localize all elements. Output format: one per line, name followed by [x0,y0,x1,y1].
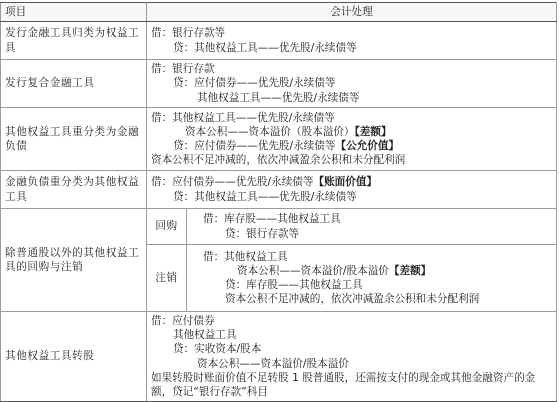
processing-cell [187,245,557,312]
item-cell: 其他权益工具转股 [1,312,147,402]
entry-note: 【公允价值】 [335,140,400,152]
item-cell: 其他权益工具重分类为金融负债 [1,108,147,171]
entry-line: 贷：应付债券——优先股/永续债等 [173,77,336,90]
entry-line: 贷：其他权益工具——优先股/永续债等 [173,190,357,203]
entry-line [191,264,552,278]
table-row [1,312,557,402]
header-processing: 会计处理 [147,3,557,22]
entry-line: 资本公积不足冲减的，依次冲减盈余公积和未分配利润 [225,293,480,306]
entry-line [151,125,552,139]
entry-line: 借：其他权益工具 [203,250,288,263]
entry-line: 借：其他权益工具——优先股/永续债等 [151,111,335,124]
table-row [1,171,557,209]
processing-cell [147,312,557,402]
processing-cell [147,60,557,108]
entry-line: 贷：其他权益工具——优先股/永续债等 [173,41,357,54]
table-row [1,22,557,60]
entry-line: 借：应付债券 [151,314,215,327]
entry-text: 资本公积——资本溢价（股本溢价） [185,125,355,138]
entry-note: 【账面价值】 [313,176,378,189]
table-row [1,209,557,245]
entry-line: 其他权益工具 [173,329,237,342]
entry-line: 其他权益工具——优先股/永续债等 [197,91,360,104]
processing-cell [147,171,557,209]
sub-item-cancel: 注销 [147,245,187,312]
entry-text: 借：应付债券——优先股/永续债等 [151,176,314,189]
accounting-table [0,2,557,402]
table-row [1,108,557,171]
item-cell: 金融负债重分类为其他权益工具 [1,171,147,209]
table-row [1,60,557,108]
table-header-row [1,3,557,22]
entry-line: 资本公积不足冲减的，依次冲减盈余公积和未分配利润 [151,154,406,167]
entry-line: 贷：实收资本/股本 [173,343,262,356]
item-cell: 除普通股以外的其他权益工具的回购与注销 [1,209,147,312]
entry-text: 资本公积——资本溢价/股本溢价 [237,264,389,277]
processing-cell [147,22,557,60]
item-cell: 发行复合金融工具 [1,60,147,108]
header-item: 项目 [1,3,147,22]
entry-line: 借：库存股——其他权益工具 [203,213,341,226]
entry-line: 贷：库存股——其他权益工具 [225,279,363,291]
entry-line: 借：银行存款等 [151,27,226,40]
entry-line [151,175,552,189]
item-cell: 发行金融工具归类为权益工具 [1,22,147,60]
entry-line [151,139,552,153]
entry-line: 借：银行存款 [151,63,215,76]
sub-item-buyback: 回购 [147,209,187,245]
entry-line: 贷：银行存款等 [225,227,300,240]
processing-cell [147,108,557,171]
entry-line: 资本公积——资本溢价/股本溢价 [197,357,349,370]
entry-note-line: 如果转股时账面价值不足转股 1 股普通股，还需按支付的现金或其他金融资产的金额，贷记“银行存款”科目 [151,371,536,398]
entry-note: 【差额】 [354,125,392,138]
entry-text: 贷：应付债券——优先股/永续债等 [173,140,336,152]
processing-cell [187,209,557,245]
entry-note: 【差额】 [388,264,432,277]
